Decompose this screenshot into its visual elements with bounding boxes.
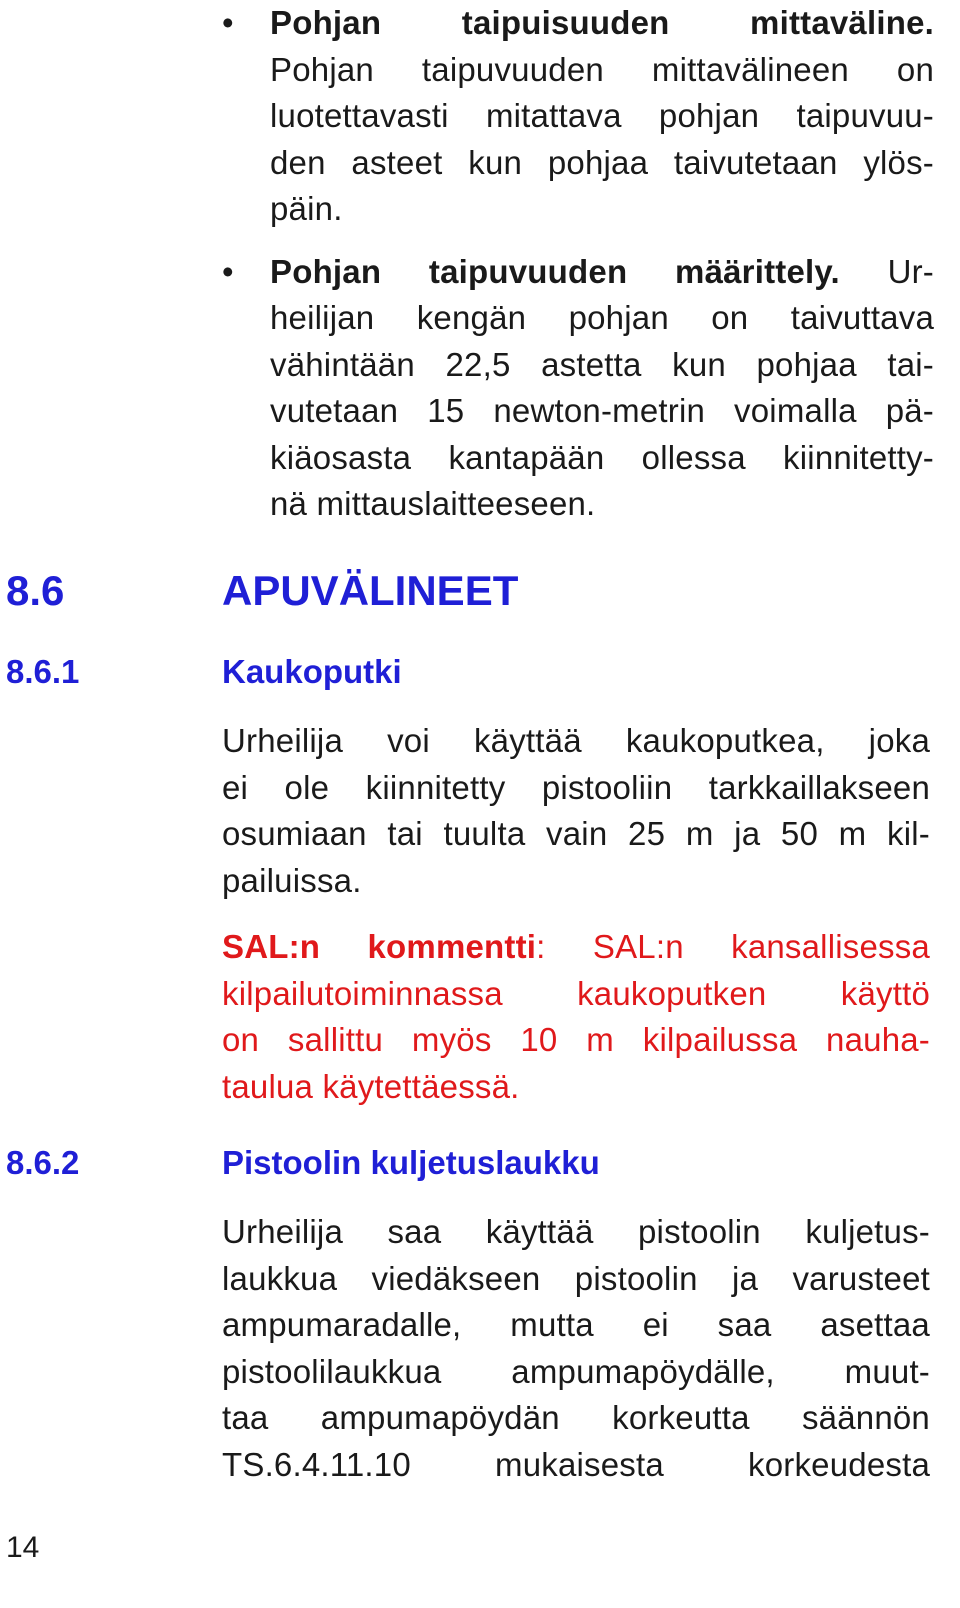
bullet-line: Pohjan taipuvuuden mittavälineen on (270, 50, 934, 88)
subsection-number: 8.6.2 (6, 1144, 80, 1181)
page-number: 14 (6, 1531, 40, 1564)
paragraph-line: Urheilija saa käyttää pistoolin kuljetus- (222, 1213, 930, 1250)
comment-label: SAL:n kommentti (222, 928, 537, 965)
bullet-line: den asteet kun pohjaa taivutetaan ylös- (270, 143, 934, 181)
comment-line: taulua käytettäessä. (222, 1067, 520, 1105)
sal-comment (222, 924, 930, 1110)
bullet-line: vutetaan 15 newton-metrin voimalla pä- (270, 392, 934, 429)
paragraph-line: Urheilija voi käyttää kaukoputkea, joka (222, 722, 930, 759)
comment-line: kilpailutoiminnassa kaukoputken käyttö (222, 974, 930, 1012)
comment-line: on sallittu myös 10 m kilpailussa nauha- (222, 1021, 930, 1058)
kaukoputki-paragraph (222, 718, 930, 904)
paragraph-line: laukkua viedäkseen pistoolin ja varusteet (222, 1259, 930, 1297)
bullet-line: päin. (270, 190, 343, 227)
kuljetuslaukku-paragraph (222, 1209, 930, 1488)
paragraph-line: taa ampumapöydän korkeutta säännön (222, 1399, 930, 1436)
comment-first-line (222, 924, 930, 971)
bullet-line: heilijan kengän pohjan on taivuttava (270, 299, 934, 336)
section-number: 8.6 (6, 567, 65, 614)
bullet-dot-icon: • (222, 252, 234, 290)
bullet-list (222, 0, 934, 528)
comment-first-rest: : SAL:n kansallisessa (536, 928, 930, 965)
bullet-lead-line (270, 249, 934, 296)
paragraph-line: osumiaan tai tuulta vain 25 m ja 50 m kil- (222, 815, 930, 852)
paragraph-line: ei ole kiinnitetty pistooliin tarkkaillakseen (222, 768, 930, 806)
paragraph-line: ampumaradalle, mutta ei saa asettaa (222, 1306, 930, 1343)
bullet-line: Pohjan taipuisuuden mittaväline. (270, 4, 934, 41)
bullet-item-sole-flex-definition (222, 249, 934, 528)
paragraph-line: TS.6.4.11.10 mukaisesta korkeudesta (222, 1445, 930, 1483)
section-title: APUVÄLINEET (222, 567, 519, 614)
subsection-title: Kaukoputki (222, 653, 402, 690)
bullet-dot-icon: • (222, 4, 234, 41)
paragraph-line: pistoolilaukkua ampumapöydälle, muut- (222, 1352, 930, 1390)
subsection-title: Pistoolin kuljetuslaukku (222, 1144, 600, 1181)
bullet-bold-lead: Pohjan taipuvuuden määrittely. (270, 252, 840, 290)
bullet-line: luotettavasti mitattava pohjan taipuvuu- (270, 97, 934, 134)
bullet-lead-rest: Ur- (839, 252, 934, 290)
bullet-line: vähintään 22,5 astetta kun pohjaa tai- (270, 345, 934, 383)
bullet-line: kiäosasta kantapään ollessa kiinnitetty- (270, 438, 934, 476)
bullet-line: nä mittauslaitteeseen. (270, 485, 596, 522)
bullet-item-sole-measuring-device (222, 0, 934, 233)
paragraph-line: pailuissa. (222, 861, 362, 899)
subsection-number: 8.6.1 (6, 653, 80, 690)
